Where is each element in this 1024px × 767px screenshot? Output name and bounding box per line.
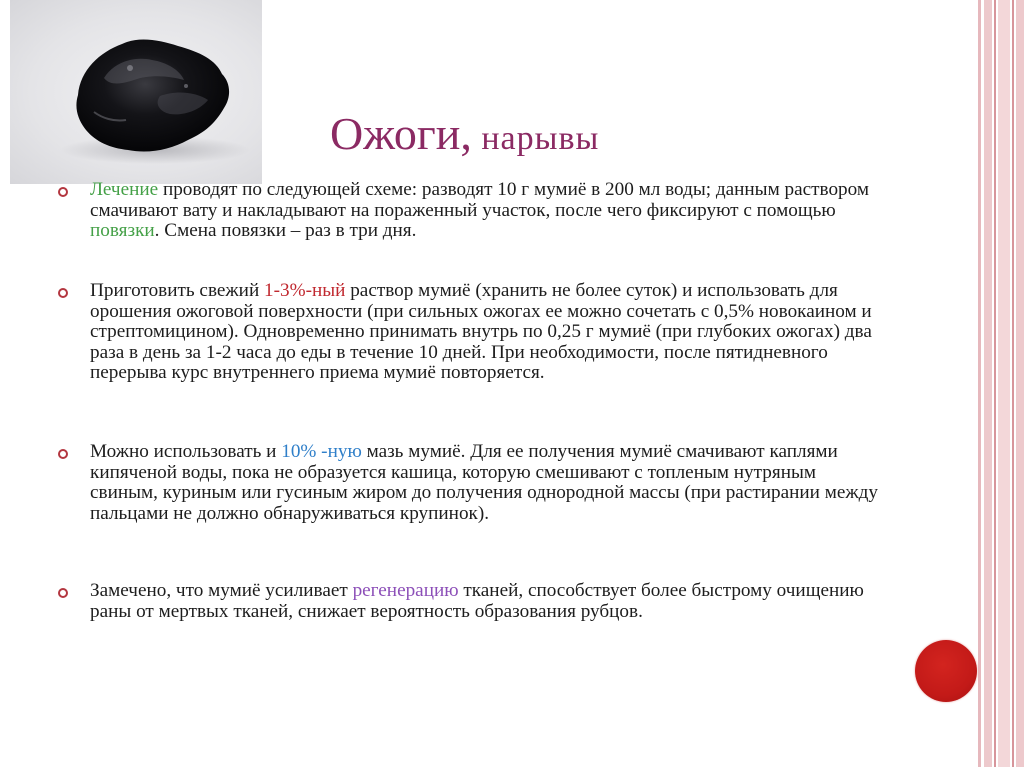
bullet-text <box>90 180 880 242</box>
border-stripe <box>994 0 996 767</box>
title-secondary: нарывы <box>471 120 600 157</box>
border-stripe <box>1012 0 1014 767</box>
text-run: раствор мумиё (хранить не более суток) и использовать для орошения ожоговой поверхности (при сильных ожогах ее можно сочетать с 0,5% новокаином и стрептомицином). Одновременно принимать внутрь по 0,25 г мумиё (при глубоких ожогах) два раза в день за 1-2 часа до еды в течение 10 дней. При необходимости, после пятидневного перерыва курс внутреннего приема мумиё повторяется. <box>90 280 872 383</box>
bullet-marker-icon <box>58 588 68 598</box>
text-run: Приготовить свежий <box>90 280 265 301</box>
mumiyo-stone-icon <box>10 0 262 184</box>
highlight-term: 1-3%-ный <box>264 280 346 301</box>
text-run: проводят по следующей схеме: разводят 10 г мумиё в 200 мл воды; данным раствором смачивают вату и накладывают на пораженный участок, после чего фиксируют с помощью <box>90 179 870 221</box>
bullet-marker-icon <box>58 288 68 298</box>
border-stripe <box>998 0 1010 767</box>
border-stripe <box>984 0 992 767</box>
bullet-marker-icon <box>58 449 68 459</box>
decorative-red-circle <box>915 640 977 702</box>
border-stripe <box>978 0 981 767</box>
text-run: мазь мумиё. Для ее получения мумиё смачивают каплями кипяченой воды, пока не образуется кашица, которую смешивают с топленым нутряным свиным, куриным или гусиным жиром до получения однородной массы (при растирании между пальцами не должно обнаруживаться крупинок). <box>90 441 878 524</box>
title-main: Ожоги, <box>330 108 472 159</box>
text-run: Замечено, что мумиё усиливает <box>90 580 353 601</box>
highlight-term: регенерацию <box>352 580 459 601</box>
highlight-term: повязки <box>90 220 155 241</box>
bullet-marker-icon <box>58 187 68 197</box>
bullet-text <box>90 281 880 384</box>
bullet-text <box>90 581 880 622</box>
text-run: . Смена повязки – раз в три дня. <box>154 220 417 241</box>
page-title <box>330 108 750 160</box>
highlight-term: Лечение <box>90 179 159 200</box>
mumiyo-stone-photo <box>10 0 262 184</box>
text-run: тканей, способствует более быстрому очищению раны от мертвых тканей, снижает вероятность образования рубцов. <box>90 580 864 622</box>
bullet-text <box>90 442 880 524</box>
text-run: Можно использовать и <box>90 441 282 462</box>
highlight-term: 10% -ную <box>281 441 362 462</box>
border-stripe <box>1016 0 1024 767</box>
